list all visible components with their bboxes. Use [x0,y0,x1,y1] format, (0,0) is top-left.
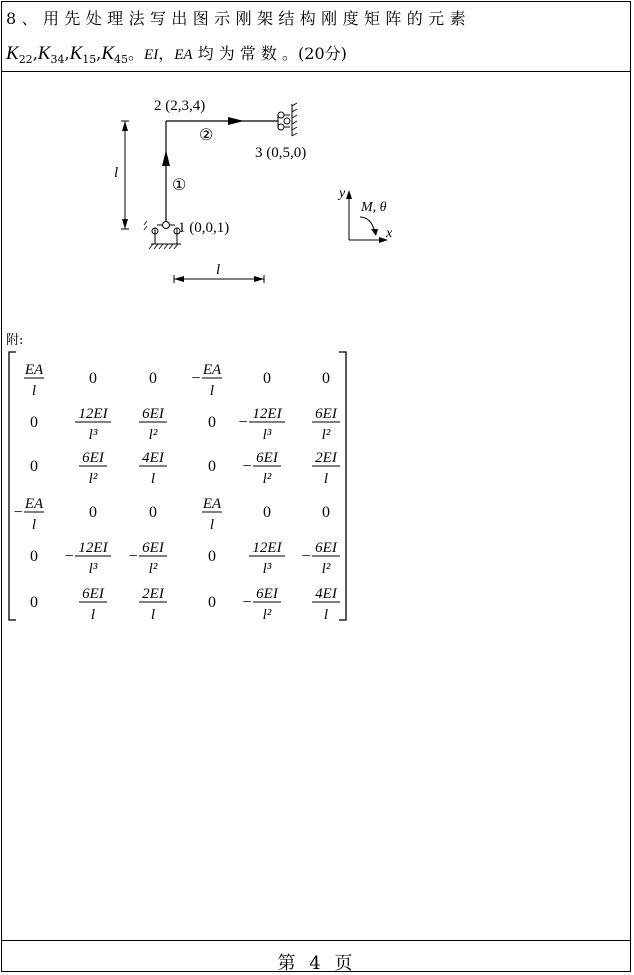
svg-text:EA: EA [24,362,44,378]
matrix-cell-2-1 [30,414,38,431]
matrix-cell-2-5 [238,406,285,443]
svg-text:12EI: 12EI [252,540,282,556]
svg-text:2EI: 2EI [315,450,337,466]
element-1-label: ① [172,177,187,194]
svg-text:6EI: 6EI [256,450,278,466]
svg-text:−: − [13,504,23,521]
question-text: 8、用先处理法写出图示刚架结构刚度矩阵的元素 [6,9,471,28]
svg-text:0: 0 [208,594,216,611]
matrix-cell-1-1 [24,362,44,399]
svg-text:0: 0 [30,414,38,431]
matrix-cell-1-5 [263,370,271,387]
svg-text:0: 0 [149,370,157,387]
svg-text:l: l [216,262,221,278]
matrix-cell-6-5 [242,586,281,623]
left-bracket [9,352,16,620]
node-3-label: 3 (0,5,0) [255,145,307,161]
matrix-cell-4-1 [13,496,44,533]
matrix-cell-5-5 [249,540,285,577]
matrix-cell-5-3 [128,540,167,577]
svg-text:6EI: 6EI [256,586,278,602]
matrix-cell-4-4 [202,496,222,533]
matrix-cell-5-6 [301,540,340,577]
svg-text:0: 0 [30,548,38,565]
svg-text:l²: l² [148,561,158,577]
matrix-cell-1-3 [149,370,157,387]
svg-text:l: l [150,471,156,487]
svg-text:l²: l² [321,561,331,577]
svg-text:l²: l² [148,427,158,443]
svg-text:6EI: 6EI [315,540,337,556]
node-1-label: 1 (0,0,1) [178,220,230,236]
svg-text:0: 0 [322,504,330,521]
matrix-cell-4-2 [89,504,97,521]
matrix-cell-2-6 [312,406,340,443]
svg-text:l: l [90,607,96,623]
matrix-cell-6-2 [79,586,107,623]
svg-text:2EI: 2EI [142,586,164,602]
matrix-cell-1-6 [322,370,330,387]
svg-text:6EI: 6EI [82,586,104,602]
question-elements: $K_{22},K_{34},K_{15},K_{45}$。EI，EA 均 为 常 数 。(20分) [6,43,347,67]
svg-text:−: − [238,414,248,431]
svg-text:0: 0 [89,504,97,521]
matrix-cell-3-2 [79,450,107,487]
svg-text:6EI: 6EI [142,540,164,556]
matrix-cell-4-3 [149,504,157,521]
svg-text:l: l [323,471,329,487]
matrix-cell-5-2 [64,540,111,577]
node-2-label: 2 (2,3,4) [154,98,206,114]
svg-text:l²: l² [88,471,98,487]
svg-text:l³: l³ [262,561,272,577]
svg-text:EA: EA [202,496,222,512]
svg-text:−: − [191,370,201,387]
member-2-arrow [228,117,244,125]
divider-footer [1,940,631,941]
support-left-hatch [144,221,147,230]
svg-text:−: − [128,548,138,565]
matrix-cell-3-5 [242,450,281,487]
svg-text:4EI: 4EI [315,586,337,602]
matrix-cell-3-1 [30,458,38,475]
svg-text:0: 0 [263,504,271,521]
svg-text:0: 0 [208,414,216,431]
svg-text:12EI: 12EI [78,540,108,556]
matrix-cell-3-6 [312,450,340,487]
svg-text:l²: l² [262,607,272,623]
svg-text:l³: l³ [88,427,98,443]
matrix-cell-5-4 [208,548,216,565]
svg-text:6EI: 6EI [142,406,164,422]
ground-hatch [149,244,178,249]
svg-text:−: − [301,548,311,565]
svg-text:−: − [242,594,252,611]
right-bracket [339,352,346,620]
page-number: 第 4 页 [277,953,357,974]
svg-text:l: l [150,607,156,623]
svg-text:l³: l³ [88,561,98,577]
matrix-cell-4-5 [263,504,271,521]
matrix-cell-6-1 [30,594,38,611]
svg-text:l²: l² [262,471,272,487]
matrix-cell-2-4 [208,414,216,431]
support-3 [278,112,284,118]
svg-text:M, θ: M, θ [361,200,387,215]
element-2-label: ② [199,127,214,144]
svg-text:0: 0 [30,594,38,611]
matrix-cell-6-4 [208,594,216,611]
matrix-cell-4-6 [322,504,330,521]
matrix-cell-2-3 [139,406,167,443]
svg-text:0: 0 [208,458,216,475]
appendix-label: 附: [6,333,24,348]
svg-text:6EI: 6EI [315,406,337,422]
matrix-cell-6-3 [139,586,167,623]
matrix-cell-6-6 [312,586,340,623]
svg-text:x: x [386,226,393,241]
svg-text:0: 0 [30,458,38,475]
matrix-cell-2-2 [75,406,111,443]
matrix-cell-1-2 [89,370,97,387]
svg-text:l³: l³ [262,427,272,443]
svg-text:6EI: 6EI [82,450,104,466]
svg-text:l: l [114,165,119,181]
svg-text:12EI: 12EI [252,406,282,422]
matrix-cell-3-4 [208,458,216,475]
svg-text:l: l [209,383,215,399]
matrix-cell-3-3 [139,450,167,487]
member-1-arrow [162,150,170,166]
svg-text:0: 0 [263,370,271,387]
matrix-cell-5-1 [30,548,38,565]
svg-text:0: 0 [89,370,97,387]
svg-text:12EI: 12EI [78,406,108,422]
svg-text:−: − [242,458,252,475]
stiffness-matrix [0,350,634,625]
svg-text:l²: l² [321,427,331,443]
svg-text:−: − [64,548,74,565]
svg-text:0: 0 [208,548,216,565]
frame-diagram [0,0,634,300]
svg-text:y: y [339,186,346,201]
svg-text:l: l [323,607,329,623]
svg-text:0: 0 [149,504,157,521]
svg-text:l: l [31,383,37,399]
svg-text:EA: EA [24,496,44,512]
svg-text:EA: EA [202,362,222,378]
support-hinge [163,222,170,229]
svg-text:l: l [31,517,37,533]
svg-text:4EI: 4EI [142,450,164,466]
matrix-cell-1-4 [191,362,222,399]
svg-text:0: 0 [322,370,330,387]
svg-text:l: l [209,517,215,533]
